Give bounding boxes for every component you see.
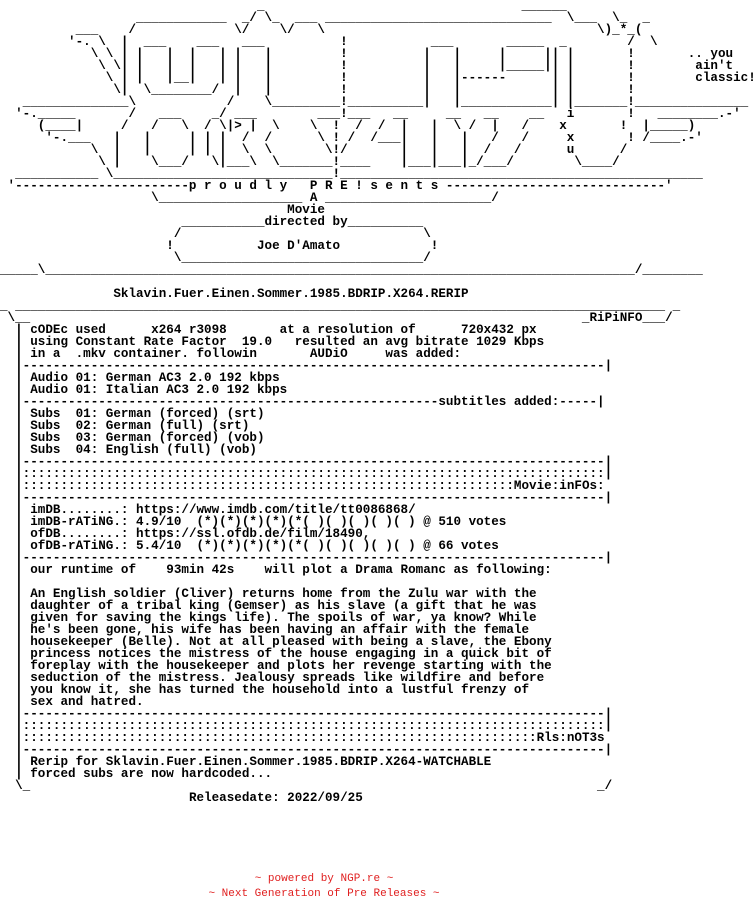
plot-line: foreplay with the housekeeper and plots her revenge starting with the: [30, 659, 552, 673]
subtitle-track-3: Subs 03: German (forced) (vob): [30, 431, 265, 445]
release-name: Sklavin.Fuer.Einen.Sommer.1985.BDRIP.X264.RERIP: [113, 287, 469, 301]
plot-line: given for saving the kings life). The spoils of war, ya know? While: [30, 611, 537, 625]
release-note-1: Rerip for Sklavin.Fuer.Einen.Sommer.1985.BDRIP.X264-WATCHABLE: [30, 755, 492, 769]
imdb-rating: imDB-rATiNG.: 4.9/10 (*)(*)(*)(*)(*( )( )( )( )( ) @ 510 votes: [30, 515, 507, 529]
ofdb-rating: ofDB-rATiNG.: 5.4/10 (*)(*)(*)(*)(*( )( )( )( )( ) @ 66 votes: [30, 539, 499, 553]
plot-line: housekeeper (Belle). Not at all pleased with being a slave, the Ebony: [30, 635, 552, 649]
release-note-2: forced subs are now hardcoded...: [30, 767, 273, 781]
footer: [0, 872, 648, 902]
audio-track-2: Audio 01: Italian AC3 2.0 192 kbps: [30, 383, 288, 397]
plot-line: sex and hatred.: [30, 695, 144, 709]
subtitles-header: subtitles added:: [438, 395, 560, 409]
rate-factor-line: using Constant Rate Factor 19.0 resulted an avg bitrate 1029 Kbps: [30, 335, 545, 349]
ripinfo-header: RiPiNFO: [589, 311, 643, 325]
tagline-link[interactable]: ~ Next Generation of Pre Releases ~: [208, 888, 440, 900]
powered-by-link[interactable]: ~ powered by NGP.re ~: [254, 873, 394, 885]
subtitle-track-4: Subs 04: English (full) (vob): [30, 443, 257, 457]
release-date: Releasedate: 2022/09/25: [188, 791, 363, 805]
ascii-logo: _ ______ ____________ _/ \_ ___ ______________________________ \___ \_ _ ___ / \/ \/ \ \)_*_( '-. \ | ___ ___ ___ ! ___ _____ _ / \ \ \ | | | | | | | ! | | | || | ! .. you \ \| | | | | | | ! | | |_____|| | ! ain't \ | | |__| | | | ! | |------ | | ! classic! \| \________/ | | ! | | | | ! ______________\ / \_________!__________| |____________| |_______!_______________ '-._____ / ___ _/ ___ ___!___ __ __ __ __ i ! ________.-' (____| / / \ / \|> | \ \ ! / / | | \ / | / x ! |_____) '-.___ | | | | | / / \ ! / /___| | | / / x ! /____.-' \ | | | | | \ \ \!/ | | | / / u / \ | \___/ \|___\ \_______!____ |___|___|_/___/ \____/ ___________ \_____________________________!________________________________________________ '-----------------------p r o u d l y P R E ! s e n t s -----------------------------': [7, 0, 756, 193]
release-notes-header: Rls:nOT3s: [536, 731, 605, 745]
plot-line: daughter of a tribal king (Gemser) as his slave (a gift that he was: [30, 599, 537, 613]
intro-block: \___________________ A ______________________/ Movie ___________directed by__________ / \ ! Joe D'Amato ! \________________________________/: [151, 191, 499, 265]
imdb-link[interactable]: imDB........: https://www.imdb.com/title/tt0086868/: [30, 503, 416, 517]
plot-line: princess notices the mistress of the house engaging in a quick bit of: [30, 647, 552, 661]
plot-line: seduction of the mistress. Jealousy spreads like wildfire and before: [30, 671, 545, 685]
ofdb-link[interactable]: ofDB........: https://ssl.ofdb.de/film/18490,: [30, 527, 371, 541]
subtitle-track-1: Subs 01: German (forced) (srt): [30, 407, 265, 421]
runtime-line: our runtime of 93min 42s will plot a Drama Romanc as following:: [30, 563, 552, 577]
movie-infos-header: Movie:inFOs:: [513, 479, 605, 493]
plot-line: An English soldier (Cliver) returns home from the Zulu war with the: [30, 587, 537, 601]
subtitle-track-2: Subs 02: German (full) (srt): [30, 419, 250, 433]
plot-line: you know it, she has turned the household into a lustful frenzy of: [30, 683, 530, 697]
plot-line: he's been gone, his wife has been having an affair with the female: [30, 623, 530, 637]
video-codec-line: cODEc used x264 r3098 at a resolution of 720x432 px: [30, 323, 537, 337]
nfo-text: _ ______ ____________ _/ \_ ___ ______________________________ \___ \_ _ ___ / \/ \/ \ \)_*_( '-. \ | ___ ___ ___ ! ___ _____ _ / \ \ \ | | | | | | | ! | | | || | ! .. you \ \| | | | | | | ! | | |_____|| | ! ain't \ | | |__| | | | ! | |------ | | ! classic! \| \________/ | | ! | | | | ! ______________\ / \_________!__________| |____________| |_______!_______________ '-._____ / ___ _/ ___ ___!___ __ __ __ __ i ! ________.-' (____| / / \ / \|> | \ \ ! / / | | \ / | / x ! |_____) '-.___ | | | | | / / \ ! / /___| | | / / x ! /____.-' \ | | | | | \ \ \!/ | | | / / u / \ | \___/ \|___\ \_______!____ |___|___|_/___/ \____/ ___________ \_____________________________!________________________________________________ '-----------------------p r o u d l y P R E ! s e n t s -----------------------------' \___________________ A ______________________/ Movie ___________directed by__________ / \ ! Joe D'Amato ! \________________________________/ _____\______________________________________________________________________________/________ Sklavin.Fuer.Einen.Sommer.1985.BDRIP.X264.RERIP _ ______________________________________________________________________________________ _ \__ _RiPiNFO___/ | cODEc used x264 r3098 at a resolution of 720x432 px | using Constant Rate Factor 19.0 resulted an avg bitrate 1029 Kbps | in a .mkv container. followin AUDiO was added: |-----------------------------------------------------------------------------| | Audio 01: German AC3 2.0 192 kbps | Audio 01: Italian AC3 2.0 192 kbps |-------------------------------------------------------subtitles added:-----| | Subs 01: German (forced) (srt) | Subs 02: German (full) (srt) | Subs 03: German (forced) (vob) | Subs 04: English (full) (vob) |-----------------------------------------------------------------------------| |:::::::::::::::::::::::::::::::::::::::::::::::::::::::::::::::::::::::::::::| |:::::::::::::::::::::::::::::::::::::::::::::::::::::::::::::::::Movie:inFOs: |-----------------------------------------------------------------------------| | imDB........: https://www.imdb.com/title/tt0086868/ | imDB-rATiNG.: 4.9/10 (*)(*)(*)(*)(*( )( )( )( )( ) @ 510 votes | ofDB........: https://ssl.ofdb.de/film/18490, | ofDB-rATiNG.: 5.4/10 (*)(*)(*)(*)(*( )( )( )( )( ) @ 66 votes |-----------------------------------------------------------------------------| | our runtime of 93min 42s will plot a Drama Romanc as following: | | An English soldier (Cliver) returns home from the Zulu war with the | daughter of a tribal king (Gemser) as his slave (a gift that he was | given for saving the kings life). The spoils of war, ya know? While | he's been gone, his wife has been having an affair with the female | housekeeper (Belle). Not at all pleased with being a slave, the Ebony | princess notices the mistress of the house engaging in a quick bit of | foreplay with the housekeeper and plots her revenge starting with the | seduction of the mistress. Jealousy spreads like wildfire and before | you know it, she has turned the household into a lustful frenzy of | sex and hatred. |-----------------------------------------------------------------------------| |:::::::::::::::::::::::::::::::::::::::::::::::::::::::::::::::::::::::::::::| |::::::::::::::::::::::::::::::::::::::::::::::::::::::::::::::::::::Rls:nOT3s |-----------------------------------------------------------------------------| | Rerip for Sklavin.Fuer.Einen.Sommer.1985.BDRIP.X264-WATCHABLE | forced subs are now hardcoded... \_ _/ Releasedate: 2022/09/25: [0, 0, 756, 805]
container-line: in a .mkv container. followin AUDiO was added:: [30, 347, 462, 361]
audio-track-1: Audio 01: German AC3 2.0 192 kbps: [30, 371, 280, 385]
